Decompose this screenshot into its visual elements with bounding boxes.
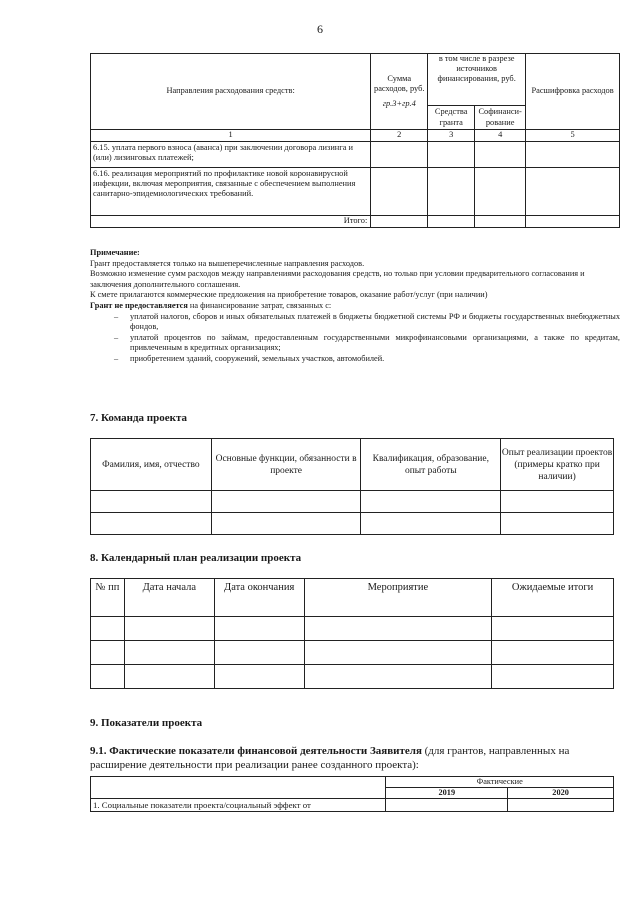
- year-2020: 2020: [508, 788, 614, 799]
- team-header-functions: Основные функции, обязанности в проекте: [211, 439, 361, 491]
- header-sum-note: гр.3+гр.4: [382, 98, 416, 108]
- notes-line: К смете прилагаются коммерческие предложения на приобретение товаров, оказание работ/услуг (при наличии): [90, 290, 488, 300]
- financial-indicators-table: [90, 776, 614, 812]
- calendar-header-end: Дата окончания: [214, 579, 304, 617]
- team-header-qualification: Квалификация, образование, опыт работы: [361, 439, 501, 491]
- header-grant-funds: Средства гранта: [428, 106, 475, 130]
- row-6-15: 6.15. уплата первого взноса (аванса) при заключении договора лизинга и (или) лизинговых платежей;: [91, 142, 371, 168]
- row-6-16: 6.16. реализация мероприятий по профилактике новой коронавирусной инфекции, включая мероприятия, связанные с обеспечением выполнения санитарно-эпидемиологических требований.: [91, 168, 371, 216]
- section-9-1-title: [90, 744, 620, 772]
- page-number: 6: [317, 22, 323, 36]
- team-header-name: Фамилия, имя, отчество: [91, 439, 212, 491]
- list-item: – приобретением зданий, сооружений, земельных участков, автомобилей.: [90, 354, 620, 365]
- table-row: [91, 142, 620, 168]
- total-label: Итого:: [91, 216, 371, 228]
- not-granted-rest: на финансирование затрат, связанных с:: [187, 300, 332, 310]
- header-sum: [371, 54, 428, 130]
- table-row: [91, 665, 614, 689]
- header-breakdown: Расшифровка расходов: [526, 54, 620, 130]
- section-9-1-title-bold: 9.1. Фактические показатели финансовой деятельности Заявителя: [90, 745, 422, 757]
- table-row: [91, 491, 614, 513]
- calendar-header-results: Ожидаемые итоги: [492, 579, 614, 617]
- notes-title: Примечание:: [90, 248, 140, 257]
- notes-line: Грант предоставляется только на вышеперечисленные направления расходов.: [90, 258, 365, 268]
- header-sources: в том числе в разрезе источников финансирования, руб.: [428, 54, 526, 106]
- table-row: [91, 799, 614, 812]
- col-num-4: 4: [475, 130, 526, 142]
- table-row: [91, 617, 614, 641]
- section-9-1-title-rest: (для грантов, направленных на расширение деятельности при реализации ранее созданного проекта):: [90, 745, 570, 771]
- calendar-header-event: Мероприятие: [304, 579, 492, 617]
- table-row: [91, 513, 614, 535]
- team-header-experience: Опыт реализации проектов (примеры кратко при наличии): [501, 439, 614, 491]
- column-number-row: [91, 130, 620, 142]
- total-row: [91, 216, 620, 228]
- year-2019: 2019: [386, 788, 508, 799]
- not-granted-list: [90, 312, 620, 365]
- not-granted-line: [90, 301, 620, 312]
- calendar-table: [90, 578, 614, 689]
- expense-table: [90, 53, 620, 228]
- team-table: [90, 438, 614, 535]
- col-num-5: 5: [526, 130, 620, 142]
- header-cofinancing: Софинанси-рование: [475, 106, 526, 130]
- section-8-title: 8. Календарный план реализации проекта: [90, 552, 302, 564]
- section-7-title: 7. Команда проекта: [90, 412, 188, 424]
- list-item: – уплатой процентов по займам, предоставленным государственными микрофинансовыми организациями, а также по кредитам, привлеченным в кредитных организациях;: [90, 333, 620, 354]
- social-indicators-row: 1. Социальные показатели проекта/социальный эффект от: [91, 799, 386, 812]
- notes-line: Возможно изменение сумм расходов между направлениями расходования средств, но только при условии предварительного согласования и заключения дополнительного соглашения.: [90, 269, 585, 289]
- table-row: [91, 168, 620, 216]
- col-num-1: 1: [91, 130, 371, 142]
- actual-label: Фактические: [386, 777, 614, 788]
- table-row: [91, 641, 614, 665]
- calendar-header-number: № пп: [91, 579, 125, 617]
- list-item: – уплатой налогов, сборов и иных обязательных платежей в бюджеты бюджетной системы РФ и бюджеты государственных внебюджетных фондов,: [90, 312, 620, 333]
- notes: [90, 248, 620, 365]
- col-num-2: 2: [371, 130, 428, 142]
- header-sum-label: Сумма расходов, руб.: [374, 74, 425, 94]
- calendar-header-start: Дата начала: [124, 579, 214, 617]
- col-num-3: 3: [428, 130, 475, 142]
- not-granted-bold: Грант не предоставляется: [90, 300, 188, 310]
- header-direction: Направления расходования средств:: [91, 54, 371, 130]
- section-9-title: 9. Показатели проекта: [90, 717, 203, 729]
